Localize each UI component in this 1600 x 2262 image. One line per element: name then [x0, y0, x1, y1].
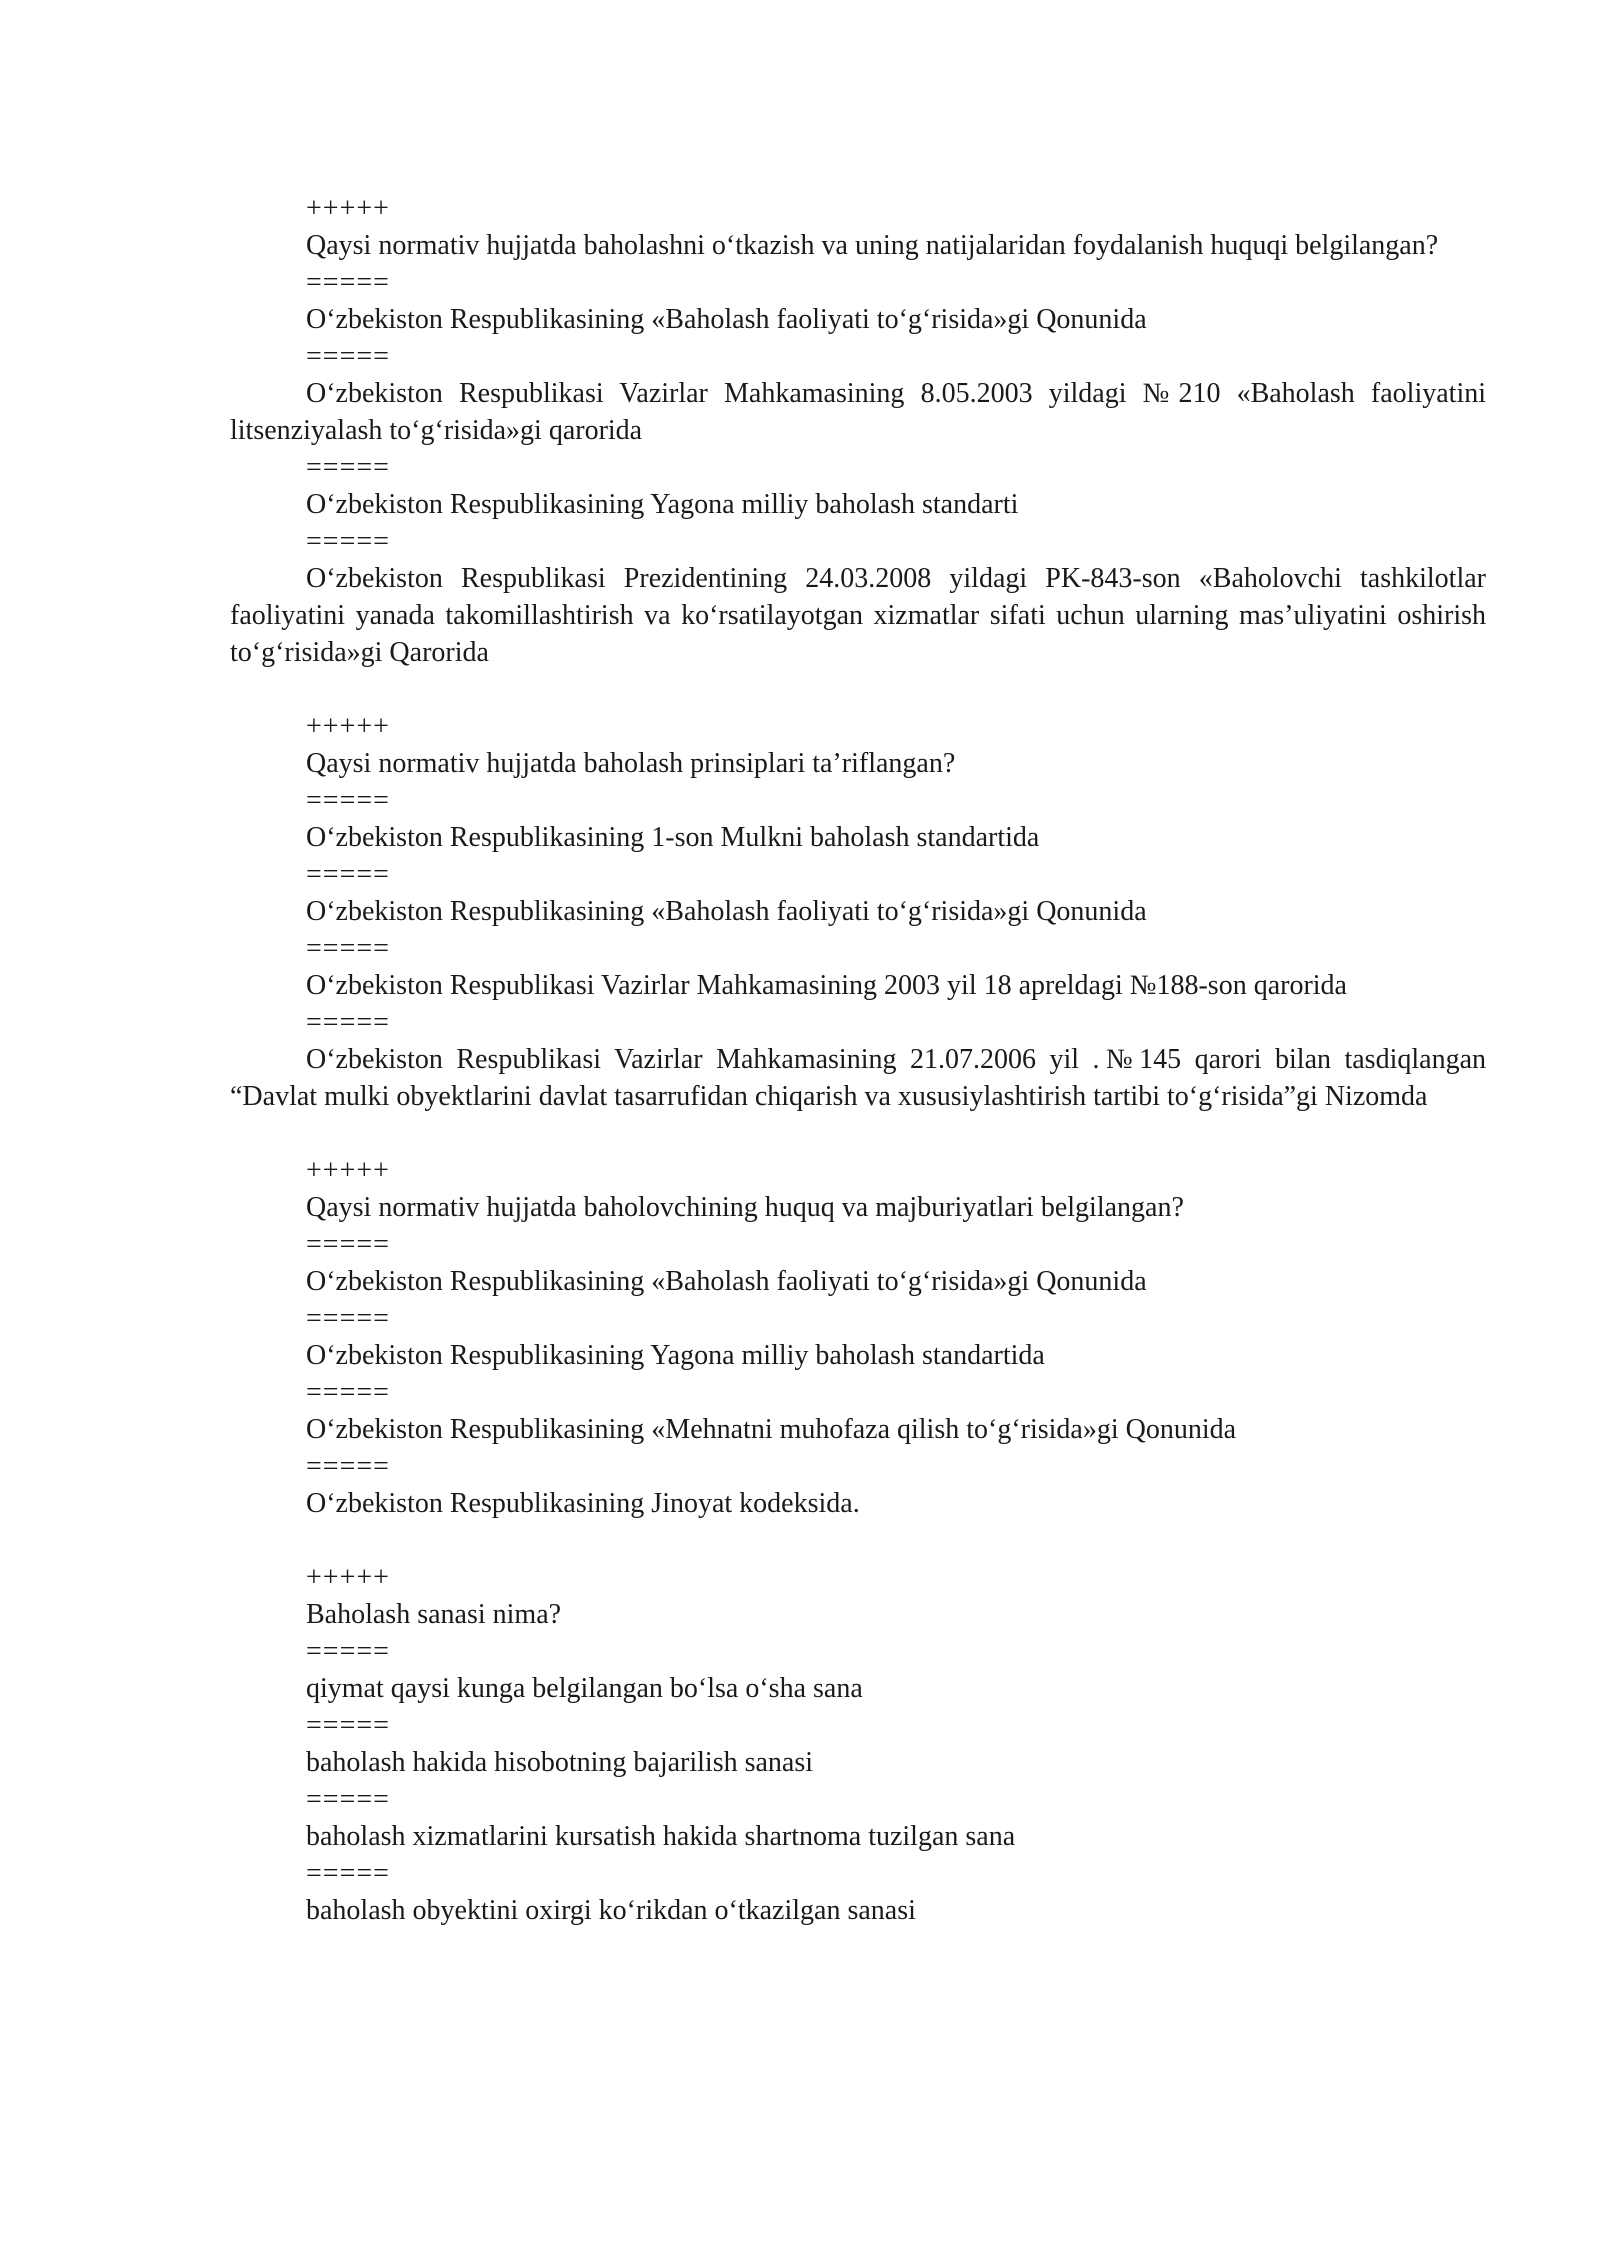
- option-separator: =====: [306, 1377, 390, 1408]
- option-separator: =====: [306, 1784, 390, 1815]
- answer-option: O‘zbekiston Respublikasining Jinoyat kodeksida.: [306, 1488, 860, 1519]
- question-block-1: [230, 190, 1486, 671]
- question-text: Qaysi normativ hujjatda baholashni o‘tkazish va uning natijalaridan foydalanish huquqi belgilangan?: [306, 230, 1439, 261]
- document-page: [230, 190, 1486, 1929]
- option-separator: =====: [306, 1451, 390, 1482]
- question-text: Qaysi normativ hujjatda baholash prinsiplari ta’riflangan?: [306, 748, 956, 779]
- option-separator: =====: [306, 452, 390, 483]
- answer-option: O‘zbekiston Respublikasining «Baholash faoliyati to‘g‘risida»gi Qonunida: [306, 1266, 1147, 1297]
- option-separator: =====: [306, 1636, 390, 1667]
- option-separator: =====: [306, 267, 390, 298]
- answer-option: O‘zbekiston Respublikasi Vazirlar Mahkamasining 2003 yil 18 apreldagi №188-son qarorida: [306, 970, 1347, 1001]
- answer-option: O‘zbekiston Respublikasining «Baholash faoliyati to‘g‘risida»gi Qonunida: [306, 896, 1147, 927]
- option-separator: =====: [306, 1229, 390, 1260]
- answer-option: O‘zbekiston Respublikasining Yagona milliy baholash standarti: [306, 489, 1019, 520]
- question-start-marker: +++++: [306, 1562, 390, 1593]
- question-block-3: [230, 1152, 1486, 1522]
- question-start-marker: +++++: [306, 193, 390, 224]
- answer-option: O‘zbekiston Respublikasi Vazirlar Mahkamasining 8.05.2003 yildagi №210 «Baholash faoliyatini litsenziyalash to‘g‘risida»gi qarorida: [230, 378, 1486, 446]
- question-block-4: [230, 1559, 1486, 1929]
- option-separator: =====: [306, 933, 390, 964]
- answer-option: O‘zbekiston Respublikasining «Mehnatni muhofaza qilish to‘g‘risida»gi Qonunida: [306, 1414, 1237, 1445]
- question-text: Baholash sanasi nima?: [306, 1599, 562, 1630]
- answer-option: O‘zbekiston Respublikasi Prezidentining 24.03.2008 yildagi PK-843-son «Baholovchi tashkilotlar faoliyatini yanada takomillashtirish va ko‘rsatilayotgan xizmatlar sifati uchun ularning mas’uliyatini oshirish to‘g‘risida»gi Qarorida: [230, 563, 1486, 668]
- answer-option: baholash hakida hisobotning bajarilish sanasi: [306, 1747, 814, 1778]
- answer-option: baholash xizmatlarini kursatish hakida shartnoma tuzilgan sana: [306, 1821, 1016, 1852]
- answer-option: baholash obyektini oxirgi ko‘rikdan o‘tkazilgan sanasi: [306, 1895, 916, 1926]
- option-separator: =====: [306, 341, 390, 372]
- answer-option: O‘zbekiston Respublikasining Yagona milliy baholash standartida: [306, 1340, 1045, 1371]
- question-text: Qaysi normativ hujjatda baholovchining huquq va majburiyatlari belgilangan?: [306, 1192, 1184, 1223]
- option-separator: =====: [306, 1710, 390, 1741]
- option-separator: =====: [306, 785, 390, 816]
- answer-option: qiymat qaysi kunga belgilangan bo‘lsa o‘sha sana: [306, 1673, 863, 1704]
- answer-option: O‘zbekiston Respublikasining «Baholash faoliyati to‘g‘risida»gi Qonunida: [306, 304, 1147, 335]
- option-separator: =====: [306, 1007, 390, 1038]
- option-separator: =====: [306, 526, 390, 557]
- question-start-marker: +++++: [306, 1155, 390, 1186]
- question-block-2: [230, 708, 1486, 1115]
- answer-option: O‘zbekiston Respublikasi Vazirlar Mahkamasining 21.07.2006 yil .№145 qarori bilan tasdiqlangan “Davlat mulki obyektlarini davlat tasarrufidan chiqarish va xususiylashtirish tartibi to‘g‘risida”gi Nizomda: [230, 1044, 1486, 1112]
- option-separator: =====: [306, 1303, 390, 1334]
- option-separator: =====: [306, 859, 390, 890]
- option-separator: =====: [306, 1858, 390, 1889]
- question-start-marker: +++++: [306, 711, 390, 742]
- answer-option: O‘zbekiston Respublikasining 1-son Mulkni baholash standartida: [306, 822, 1040, 853]
